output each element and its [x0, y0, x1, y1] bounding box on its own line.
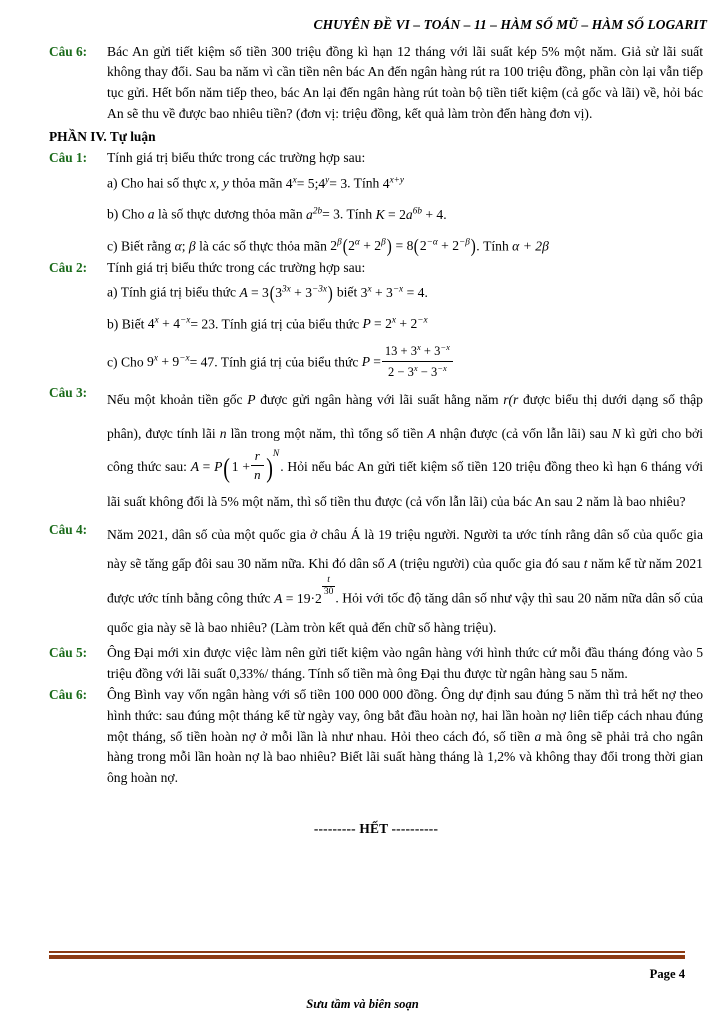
fraction-P: $\frac{13 + 3^x + 3^{-x}}{2 - 3^x - 3^{-x}}$ — [382, 342, 453, 381]
math-t-var: t — [583, 555, 588, 571]
math-alpha: α — [174, 238, 182, 254]
math-P-b: $P = 2^x + 2^{-x}$ — [362, 314, 428, 332]
math-cond-a: $3^x + 3^{-x} = 4$. — [360, 283, 428, 300]
math-vars-xy: x, y — [209, 175, 229, 191]
question-5-text: Ông Đại mới xin được việc làm nên gửi tiết kiệm vào ngân hàng với hình thức cứ mỗi đầu tháng đóng vào 5 triệu đồng với lãi suất 0,33%/ tháng. Tính số tiền mà ông Đại thu được từ ngân hàng sau 5 năm. — [107, 645, 703, 681]
page-number: Page 4 — [649, 967, 685, 981]
question-block-5 — [49, 643, 703, 684]
section-heading: PHẦN IV. Tự luận — [49, 129, 156, 145]
footer-credit: Sưu tầm và biên soạn — [306, 997, 419, 1011]
math-A-var-4: A — [388, 555, 397, 571]
question-block-2 — [49, 258, 703, 383]
math-cond-b: $4^x + 4^{-x}$ — [147, 314, 191, 332]
question-2-part-a: a) Tính giá trị biểu thức $A = 3(3^{3x} + 3^{-3x})$ biết $3^x + 3^{-x} = 4$. — [107, 283, 428, 305]
math-var-a: a — [147, 206, 155, 222]
question-label-3: Câu 3: — [49, 385, 88, 401]
question-3-text: Nếu một khoản tiền gốc P được gửi ngân hàng với lãi suất hằng năm r(r được biểu thị dưới dạng số thập phân), được tính lãi n lần trong một năm, thì tổng số tiền A nhận được (cả vốn lẫn lãi) sau N kì gửi cho bởi công thức sau: A = P(1 + $\frac{r}{n}$ )$^N$. Hỏi nếu bác An gửi tiết kiệm số tiền 120 triệu đồng theo kì hạn 6 tháng với lãi suất không đổi là 5% một năm, thì số tiền thu được (cả vốn lẫn lãi) của bác An sau 2 năm là bao nhiêu? — [107, 392, 703, 510]
math-compound-interest-formula: A = P(1 + $\frac{r}{n}$ )$^N$ — [190, 448, 280, 484]
question-2-part-c: c) Cho $9^x + 9^{-x}= 47$. Tính giá trị của biểu thức P = $\frac{13 + 3^x + 3^{-x}}{2 - 3^x - 3^{-x}}$ — [107, 344, 703, 383]
question-text: Bác An gửi tiết kiệm số tiền 300 triệu đồng kì hạn 12 tháng với lãi suất kép 5% một năm. Giả sử lãi suất không thay đổi. Sau ba năm vì cần tiền nên bác An đến ngân hàng rút ra 100 triệu đồng, phần còn lại vẫn tiếp tục gửi. Hết bốn năm tiếp theo, bác An lại đến ngân hàng rút toàn bộ tiền tiết kiệm (cả gốc và lãi) về, hỏi bác An sẽ thu về được bao nhiêu tiền? (đơn vị: triệu đồng, kết quả làm tròn đến hàng đơn vị). — [107, 43, 703, 121]
question-2-stem: Tính giá trị biểu thức trong các trường hợp sau: — [107, 259, 366, 275]
math-P-var: P — [247, 392, 256, 408]
math-a-var: a — [534, 728, 542, 744]
question-block-1 — [49, 148, 703, 256]
question-1-part-a: a) Cho hai số thực x, y thỏa mãn $4^x=$ $5;4^y= 3$. Tính $4^{x+y}$ — [107, 174, 404, 191]
question-block-4 — [49, 520, 703, 642]
math-K: $K = 2a^{6b} + 4$. — [375, 205, 447, 222]
question-block-3 — [49, 383, 703, 518]
footer-rule-thick — [49, 955, 685, 959]
question-label: Câu 6: — [49, 43, 88, 59]
question-block-6 — [49, 685, 703, 788]
question-1-part-b: b) Cho a là số thực dương thỏa mãn $a^{2b}= 3$. Tính $K = 2a^{6b} + 4$. — [107, 205, 447, 222]
math-eq-4x: $4^x=$ $5;4^y= 3$ — [285, 174, 348, 191]
math-A-var: A — [427, 425, 436, 441]
fraction-r-over-n: $\frac{r}{n}$ — [251, 448, 263, 483]
math-n-var: n — [219, 425, 227, 441]
math-r-var: r(r — [503, 392, 519, 408]
math-result-4xy: $4^{x+y}$ — [382, 174, 404, 191]
question-4-text: Năm 2021, dân số của một quốc gia ở châu Á là 19 triệu người. Người ta ước tính rằng dân số của quốc gia này sẽ tăng gấp đôi sau 30 năm nữa. Khi đó dân số A (triệu người) của quốc gia đó sau t năm kể từ năm 2021 được ước tính bằng công thức A = 19·2 $\frac{t}{30}$ . Hỏi với tốc độ tăng dân số như vậy thì sau 20 năm nữa dân số của quốc gia này sẽ là bao nhiêu? (Làm tròn kết quả đến chữ số hàng triệu). — [107, 526, 703, 635]
footer-divider — [49, 951, 685, 959]
math-A-expr: $A = 3(3^{3x} + 3^{-3x})$ — [239, 283, 333, 305]
exponent-fraction-t-30: $\frac{t}{30}$ — [323, 575, 334, 598]
math-N-var: N — [611, 425, 621, 441]
question-label-6: Câu 6: — [49, 687, 88, 703]
question-label-4: Câu 4: — [49, 521, 88, 537]
math-P-fraction: P = $\frac{13 + 3^x + 3^{-x}}{2 - 3^x - 3^{-x}}$ — [362, 354, 454, 369]
math-cond-c: $9^x + 9^{-x}$ — [147, 352, 190, 370]
end-marker: --------- HẾT ---------- — [313, 820, 439, 836]
document-body — [0, 33, 725, 839]
question-2-part-b: b) Biết $4^x + 4^{-x}= 23$. Tính giá trị của biểu thức $P = 2^x + 2^{-x}$ — [107, 314, 428, 332]
math-population-formula: A = 19·2 $\frac{t}{30}$ — [274, 575, 334, 606]
question-1-part-c: c) Biết rằng α; β là các số thực thỏa mãn $2^\beta(2^\alpha + 2^\beta) = 8(2^{-\alpha} + 2^{-\beta})$. Tính α + 2β — [107, 236, 549, 258]
math-a2b: $a^{2b}$ — [306, 205, 323, 222]
math-eq-c: $2^\beta(2^\alpha + 2^\beta) = 8(2^{-\alpha} + 2^{-\beta})$ — [330, 236, 476, 258]
math-beta: β — [188, 238, 196, 254]
question-block-top — [49, 42, 703, 125]
math-answer-c: α + 2β — [512, 238, 549, 254]
question-label-5: Câu 5: — [49, 645, 88, 661]
question-1-stem: Tính giá trị biểu thức trong các trường hợp sau: — [107, 150, 366, 166]
document-header: CHUYÊN ĐỀ VI – TOÁN – 11 – HÀM SỐ MŨ – HÀM SỐ LOGARIT — [313, 17, 707, 32]
question-6-text: Ông Bình vay vốn ngân hàng với số tiền 100 000 000 đồng. Ông dự định sau đúng 5 năm thì trả hết nợ theo hình thức: sau đúng một tháng kể từ ngày vay, ông bắt đầu hoàn nợ, hai lần hoàn nợ liên tiếp cách nhau đúng một tháng, số tiền hoàn nợ ở mỗi lần là như nhau. Hỏi theo cách đó, số tiền a mà ông sẽ phải trả cho ngân hàng trong mỗi lần hoàn nợ là bao nhiêu? Biết lãi suất hàng tháng là 1,2% và không thay đổi trong thời gian ông hoàn nợ. — [107, 687, 703, 786]
question-label-2: Câu 2: — [49, 259, 88, 275]
question-label-1: Câu 1: — [49, 150, 88, 166]
